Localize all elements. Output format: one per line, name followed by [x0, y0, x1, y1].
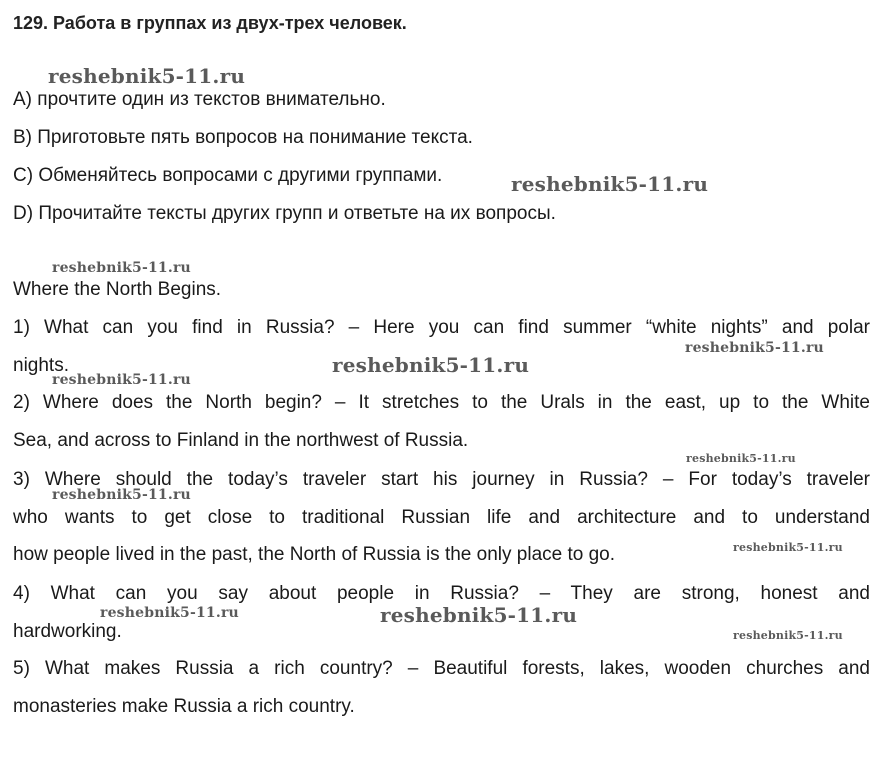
watermark: reshebnik5-11.ru	[380, 603, 578, 627]
text-line: who wants to get close to traditional Russian life and architecture and to understand	[13, 507, 870, 528]
exercise-title: 129. Работа в группах из двух-трех человек.	[13, 13, 407, 33]
watermark: reshebnik5-11.ru	[685, 340, 824, 356]
watermark: reshebnik5-11.ru	[686, 452, 796, 465]
task-a: A) прочтите один из текстов внимательно.	[13, 89, 386, 110]
watermark: reshebnik5-11.ru	[48, 64, 246, 88]
text-line: 5) What makes Russia a rich country? – Beautiful forests, lakes, wooden churches and	[13, 658, 870, 679]
text-line: 2) Where does the North begin? – It stretches to the Urals in the east, up to the White	[13, 392, 870, 413]
text-line: 3) Where should the today’s traveler start his journey in Russia? – For today’s traveler	[13, 469, 870, 490]
watermark: reshebnik5-11.ru	[52, 260, 191, 276]
watermark: reshebnik5-11.ru	[332, 353, 530, 377]
text-line: 1) What can you find in Russia? – Here you can find summer “white nights” and polar	[13, 317, 870, 338]
task-b: B) Приготовьте пять вопросов на понимание текста.	[13, 127, 473, 148]
watermark: reshebnik5-11.ru	[733, 541, 843, 554]
watermark: reshebnik5-11.ru	[733, 629, 843, 642]
watermark: reshebnik5-11.ru	[52, 372, 191, 388]
task-d: D) Прочитайте тексты других групп и ответьте на их вопросы.	[13, 203, 556, 224]
watermark: reshebnik5-11.ru	[52, 487, 191, 503]
text-heading: Where the North Begins.	[13, 279, 222, 300]
text-line: Sea, and across to Finland in the northwest of Russia.	[13, 430, 469, 451]
watermark: reshebnik5-11.ru	[100, 605, 239, 621]
text-line: monasteries make Russia a rich country.	[13, 696, 355, 717]
text-line: 4) What can you say about people in Russia? – They are strong, honest and	[13, 583, 870, 604]
text-line: hardworking.	[13, 621, 122, 642]
watermark: reshebnik5-11.ru	[511, 172, 709, 196]
text-line: how people lived in the past, the North of Russia is the only place to go.	[13, 544, 616, 565]
text-line: nights.	[13, 355, 69, 376]
task-c: C) Обменяйтесь вопросами с другими группами.	[13, 165, 443, 186]
